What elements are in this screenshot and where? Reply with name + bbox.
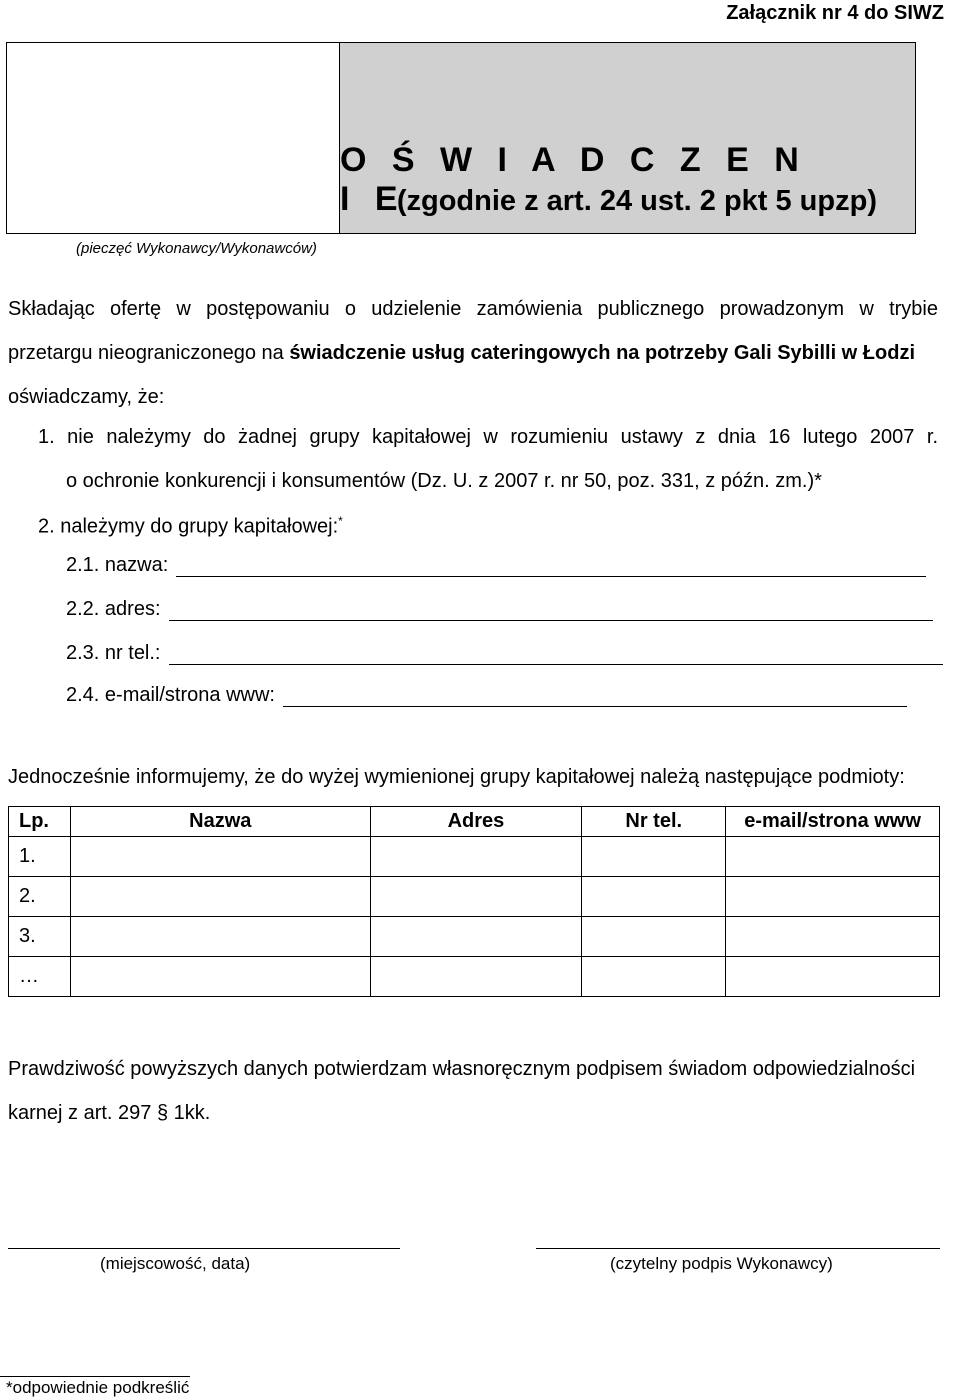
document-title: O Ś W I A D C Z E N I E [340, 141, 807, 218]
cell-email[interactable] [726, 837, 940, 877]
intro-line-3: oświadczamy, że: [8, 386, 165, 408]
field-address-line[interactable] [169, 600, 933, 621]
header-box [6, 42, 916, 234]
field-address-label: 2.2. adres: [66, 598, 161, 620]
field-name [66, 554, 926, 577]
col-header-email: e-mail/strona www [726, 807, 940, 837]
table-row [9, 917, 940, 957]
cell-phone[interactable] [582, 877, 726, 917]
place-date-label: (miejscowość, data) [100, 1254, 251, 1273]
field-phone [66, 642, 943, 665]
signature-label: (czytelny podpis Wykonawcy) [610, 1254, 833, 1273]
footnote-rule [0, 1376, 190, 1377]
table-row [9, 957, 940, 997]
item-2-footnote-mark: * [338, 514, 343, 528]
info-line: Jednocześnie informujemy, że do wyżej wymienionej grupy kapitałowej należą następujące podmioty: [8, 766, 905, 788]
stamp-caption: (pieczęć Wykonawcy/Wykonawców) [76, 240, 317, 257]
cell-address[interactable] [370, 957, 582, 997]
cell-address[interactable] [370, 837, 582, 877]
intro-line-1: Składając ofertę w postępowaniu o udzielenie zamówienia publicznego prowadzonym w trybie [8, 298, 938, 320]
cell-name[interactable] [70, 917, 370, 957]
annex-label: Załącznik nr 4 do SIWZ [726, 2, 944, 24]
confirmation-line-1: Prawdziwość powyższych danych potwierdzam własnoręcznym podpisem świadom odpowiedzialności [8, 1058, 916, 1080]
cell-email[interactable] [726, 957, 940, 997]
entities-table [8, 806, 940, 997]
item-1-line-1: 1. nie należymy do żadnej grupy kapitałowej w rozumieniu ustawy z dnia 16 lutego 2007 r. [38, 426, 938, 448]
intro-line-2 [8, 342, 915, 365]
cell-name[interactable] [70, 837, 370, 877]
field-phone-line[interactable] [169, 644, 943, 665]
field-name-label: 2.1. nazwa: [66, 554, 169, 576]
cell-name[interactable] [70, 957, 370, 997]
field-phone-label: 2.3. nr tel.: [66, 642, 161, 664]
item-2-text: 2. należymy do grupy kapitałowej: [38, 515, 339, 538]
document-subtitle: (zgodnie z art. 24 ust. 2 pkt 5 upzp) [396, 185, 877, 217]
cell-phone[interactable] [582, 957, 726, 997]
item-1-line-2: o ochronie konkurencji i konsumentów (Dz. U. z 2007 r. nr 50, poz. 331, z późn. zm.)* [66, 470, 822, 492]
field-email-line[interactable] [283, 686, 907, 707]
col-header-name: Nazwa [70, 807, 370, 837]
cell-phone[interactable] [582, 917, 726, 957]
row-number: … [9, 957, 71, 997]
cell-address[interactable] [370, 917, 582, 957]
row-number: 2. [9, 877, 71, 917]
table-header-row [9, 807, 940, 837]
row-number: 1. [9, 837, 71, 877]
contract-subject: świadczenie usług cateringowych na potrzeby Gali Sybilli w Łodzi [289, 342, 915, 364]
signature-line[interactable] [536, 1248, 940, 1249]
field-name-line[interactable] [176, 556, 926, 577]
col-header-phone: Nr tel. [582, 807, 726, 837]
field-email [66, 684, 907, 707]
item-2 [38, 514, 343, 539]
cell-address[interactable] [370, 877, 582, 917]
table-row [9, 877, 940, 917]
cell-name[interactable] [70, 877, 370, 917]
stamp-area [7, 43, 340, 233]
confirmation-line-2: karnej z art. 297 § 1kk. [8, 1102, 211, 1124]
row-number: 3. [9, 917, 71, 957]
title-area [340, 43, 915, 233]
col-header-lp: Lp. [9, 807, 71, 837]
place-date-line[interactable] [8, 1248, 400, 1249]
field-address [66, 598, 933, 621]
cell-email[interactable] [726, 917, 940, 957]
intro-line-2-prefix: przetargu nieograniczonego na [8, 342, 290, 364]
col-header-address: Adres [370, 807, 582, 837]
cell-phone[interactable] [582, 837, 726, 877]
table-row [9, 837, 940, 877]
cell-email[interactable] [726, 877, 940, 917]
footnote: *odpowiednie podkreślić [6, 1378, 190, 1397]
field-email-label: 2.4. e-mail/strona www: [66, 684, 275, 706]
